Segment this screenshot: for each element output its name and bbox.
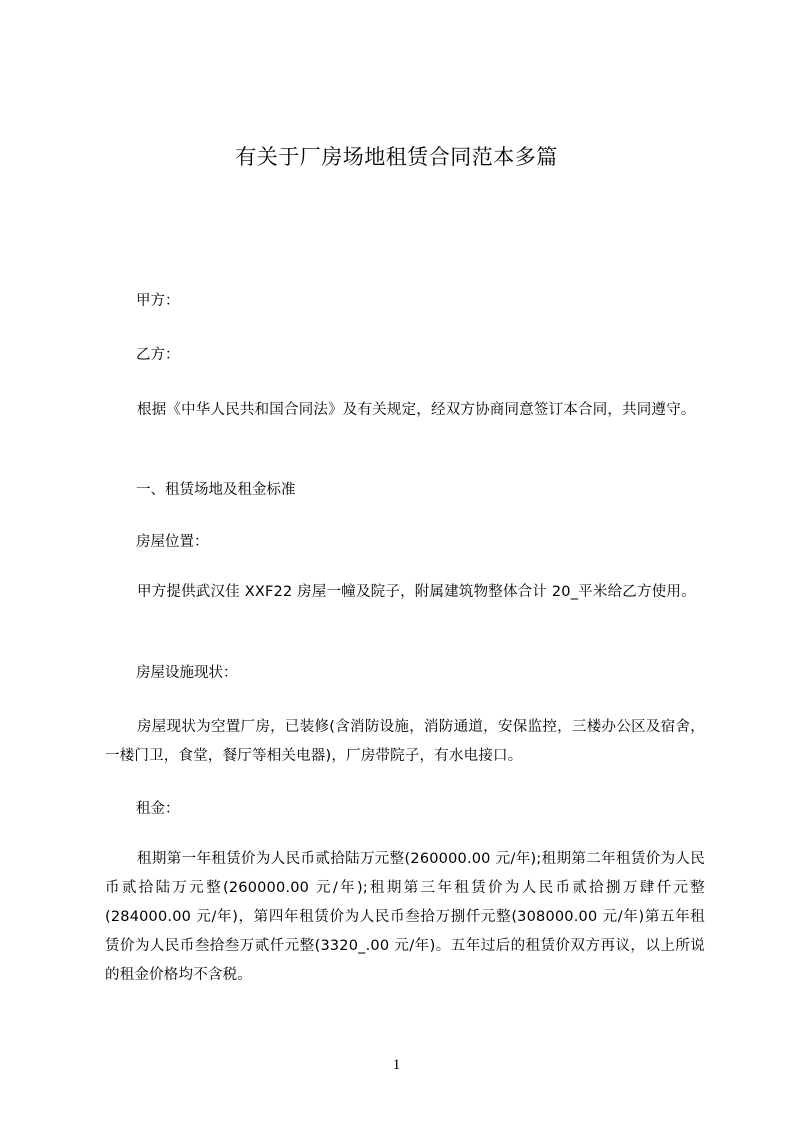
facilities-label: 房屋设施现状： (136, 665, 238, 681)
document-title: 有关于厂房场地租赁合同范本多篇 (235, 145, 558, 169)
rent-label: 租金： (136, 801, 180, 817)
intro-paragraph: 根据《中华人民共和国合同法》及有关规定，经双方协商同意签订本合同，共同遵守。 (137, 402, 696, 418)
section-1-heading: 一、租赁场地及租金标准 (136, 482, 296, 498)
location-label: 房屋位置： (136, 534, 209, 550)
location-paragraph: 甲方提供武汉佳 XXF22 房屋一幢及院子，附属建筑物整体合计 20_平米给乙方使用。 (137, 584, 696, 600)
party-b-label: 乙方： (136, 347, 180, 363)
page-number: 1 (392, 1057, 401, 1073)
rent-paragraph: 租期第一年租赁价为人民币贰拾陆万元整(260000.00 元/年);租期第二年租赁价为人民币贰拾陆万元整(260000.00 元/年);租期第三年租赁价为人民币贰拾捌万肆仟元整(284000.00 元/年)，第四年租赁价为人民币叁拾万捌仟元整(308000.00 元/年)第五年租赁价为人民币叁拾叁万贰仟元整(3320_.00 元/年)。五年过后的租赁价双方再议，以上所说的租金价格均不含税。 (105, 851, 705, 983)
facilities-paragraph: 房屋现状为空置厂房，已装修(含消防设施，消防通道，安保监控，三楼办公区及宿舍，一楼门卫，食堂，餐厅等相关电器)，厂房带院子，有水电接口。 (105, 719, 705, 764)
party-a-label: 甲方： (136, 293, 180, 309)
